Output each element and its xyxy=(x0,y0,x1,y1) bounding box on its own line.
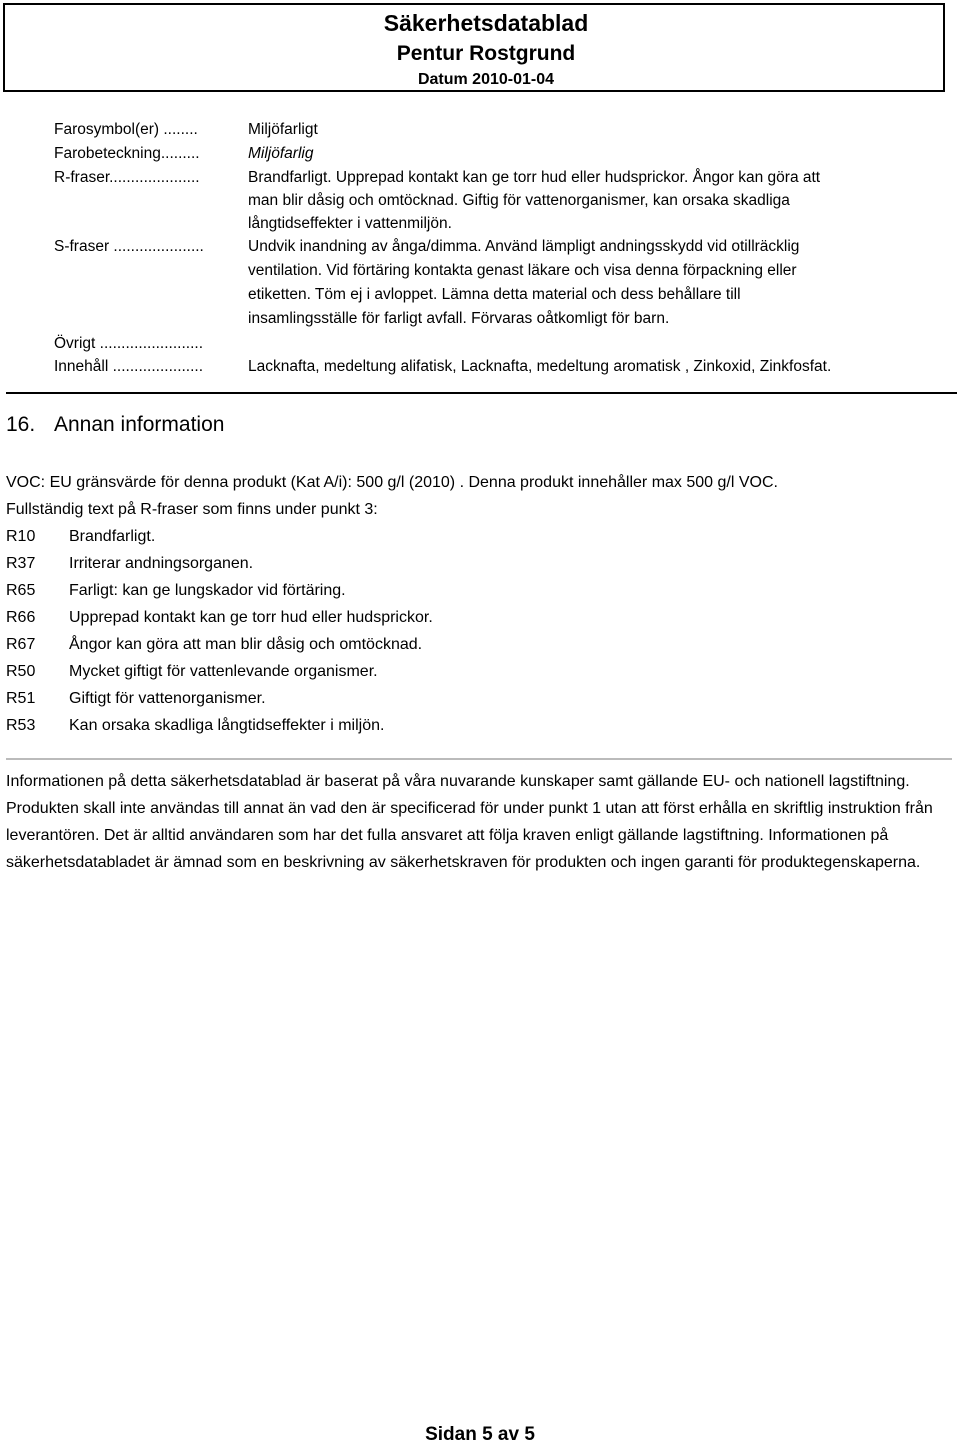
r-phrase-text: Mycket giftigt för vattenlevande organismer. xyxy=(69,663,378,680)
hazard-designation-label: Farobeteckning......... xyxy=(54,145,200,162)
contents-label: Innehåll ..................... xyxy=(54,358,204,375)
section-title: Annan information xyxy=(54,413,225,436)
r-phrase-text: Brandfarligt. xyxy=(69,528,156,545)
s-phrases-line: etiketten. Töm ej i avloppet. Lämna detta material och dess behållare till xyxy=(248,286,741,303)
section-16-heading xyxy=(6,413,224,437)
r-phrases-line: Brandfarligt. Upprepad kontakt kan ge torr hud eller hudsprickor. Ångor kan göra att xyxy=(248,169,821,186)
r-phrase-text: Upprepad kontakt kan ge torr hud eller hudsprickor. xyxy=(69,609,433,626)
r-phrase-text: Giftigt för vattenorganismer. xyxy=(69,690,266,707)
r-phrase-code: R67 xyxy=(6,636,36,653)
r-phrases-label: R-fraser..................... xyxy=(54,169,200,186)
voc-statement: VOC: EU gränsvärde för denna produkt (Kat A/i): 500 g/l (2010) . Denna produkt innehåller max 500 g/l VOC. xyxy=(6,474,778,491)
r-phrase-code: R37 xyxy=(6,555,36,572)
other-label: Övrigt ........................ xyxy=(54,335,203,352)
s-phrases-line: ventilation. Vid förtäring kontakta genast läkare och visa denna förpackning eller xyxy=(248,262,797,279)
s-phrases-label: S-fraser ..................... xyxy=(54,238,204,255)
page-number: Sidan 5 av 5 xyxy=(425,1424,535,1445)
r-phrase-text: Kan orsaka skadliga långtidseffekter i miljön. xyxy=(69,717,385,734)
document-title: Säkerhetsdatablad xyxy=(383,10,589,36)
r-phrase-code: R65 xyxy=(6,582,36,599)
contents-value: Lacknafta, medeltung alifatisk, Lacknafta, medeltung aromatisk , Zinkoxid, Zinkfosfat. xyxy=(248,358,832,375)
hazard-symbol-label: Farosymbol(er) ........ xyxy=(54,121,198,138)
hazard-designation-value: Miljöfarlig xyxy=(248,145,314,162)
section-divider xyxy=(6,392,957,394)
r-phrase-code: R53 xyxy=(6,717,36,734)
disclaimer-paragraph: Informationen på detta säkerhetsdatablad är baserat på våra nuvarande kunskaper samt gällande EU- och nationell lagstiftning. Produkten skall inte användas till annat än vad den är specificerad för under punkt 1 utan att först erhålla en skriftlig instruktion från leverantören. Det är alltid användaren som har det fulla ansvaret att följa kraven enligt gällande lagstiftning. Informationen på säkerhetsdatabladet är ämnad som en beskrivning av säkerhetskraven för produkten och ingen garanti för produktegenskaperna. xyxy=(6,773,933,871)
r-phrase-text: Irriterar andningsorganen. xyxy=(69,555,254,572)
r-phrases-line: man blir dåsig och omtöcknad. Giftig för vattenorganismer, kan orsaka skadliga xyxy=(248,192,790,209)
document-header xyxy=(3,3,945,92)
document-date: Datum 2010-01-04 xyxy=(417,71,555,88)
r-phrases-line: långtidseffekter i vattenmiljön. xyxy=(248,215,452,232)
r-phrase-code: R50 xyxy=(6,663,36,680)
r-phrase-code: R66 xyxy=(6,609,36,626)
r-phrase-code: R51 xyxy=(6,690,36,707)
r-phrase-text: Farligt: kan ge lungskador vid förtäring. xyxy=(69,582,346,599)
product-name: Pentur Rostgrund xyxy=(396,42,576,65)
r-phrase-code: R10 xyxy=(6,528,36,545)
section-number: 16. xyxy=(6,413,36,436)
s-phrases-line: insamlingsställe för farligt avfall. Förvaras oåtkomligt för barn. xyxy=(248,310,670,327)
r-phrase-text: Ångor kan göra att man blir dåsig och omtöcknad. xyxy=(69,636,423,653)
disclaimer-divider xyxy=(6,758,952,760)
r-phrases-intro: Fullständig text på R-fraser som finns under punkt 3: xyxy=(6,501,378,518)
s-phrases-line: Undvik inandning av ånga/dimma. Använd lämpligt andningsskydd vid otillräcklig xyxy=(248,238,800,255)
hazard-symbol-value: Miljöfarligt xyxy=(248,121,318,138)
